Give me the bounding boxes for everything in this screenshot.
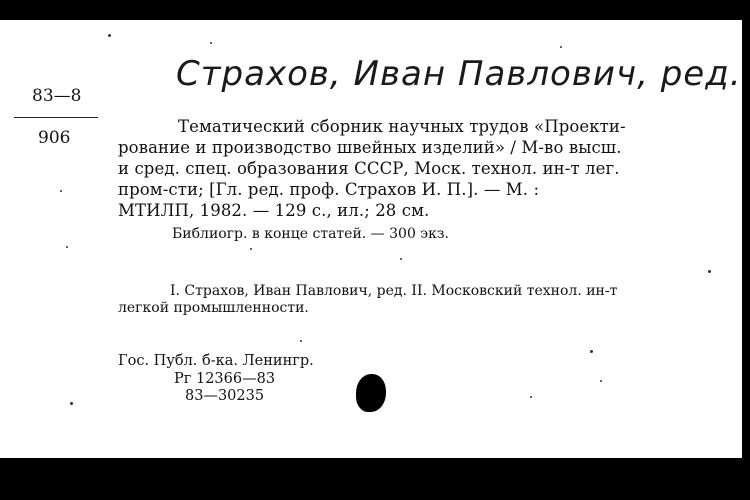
description-block — [118, 116, 710, 221]
library-card-number: 83—30235 — [185, 388, 265, 404]
description-line: и сред. спец. образования СССР, Моск. технол. ин-т лег. — [118, 159, 620, 178]
catalog-card — [0, 20, 742, 458]
ink-speck — [590, 350, 593, 353]
description-line: рование и производство швейных изделий» / М-во высш. — [118, 138, 622, 157]
added-entries-line: легкой промышленности. — [118, 300, 309, 316]
shelfmark-divider — [14, 117, 98, 118]
ink-speck — [210, 42, 212, 44]
ink-speck — [530, 396, 532, 398]
bibliography-note: Библиогр. в конце статей. — 300 экз. — [172, 226, 449, 242]
ink-speck — [70, 402, 73, 405]
description-line: Тематический сборник научных трудов «Проекти- — [178, 117, 626, 136]
ink-speck — [66, 246, 68, 248]
ink-speck — [300, 340, 302, 342]
ink-blot — [356, 374, 386, 412]
description-line: пром-сти; [Гл. ред. проф. Страхов И. П.]. — М. : — [118, 180, 540, 199]
handwritten-heading: Страхов, Иван Павлович, ред. — [176, 54, 742, 94]
description-line: МТИЛП, 1982. — 129 с., ил.; 28 см. — [118, 201, 430, 220]
ink-speck — [400, 258, 402, 260]
library-registry-number: Рг 12366—83 — [174, 371, 276, 387]
ink-speck — [600, 380, 602, 382]
shelfmark-top: 83—8 — [32, 86, 82, 106]
ink-speck — [108, 34, 111, 37]
library-name: Гос. Публ. б-ка. Ленингр. — [118, 353, 314, 369]
ink-speck — [60, 190, 62, 192]
shelfmark-bottom: 906 — [38, 128, 71, 148]
ink-speck — [250, 248, 252, 250]
added-entries-line: I. Страхов, Иван Павлович, ред. II. Московский технол. ин-т — [170, 283, 618, 299]
ink-speck — [560, 46, 562, 48]
ink-speck — [708, 270, 711, 273]
